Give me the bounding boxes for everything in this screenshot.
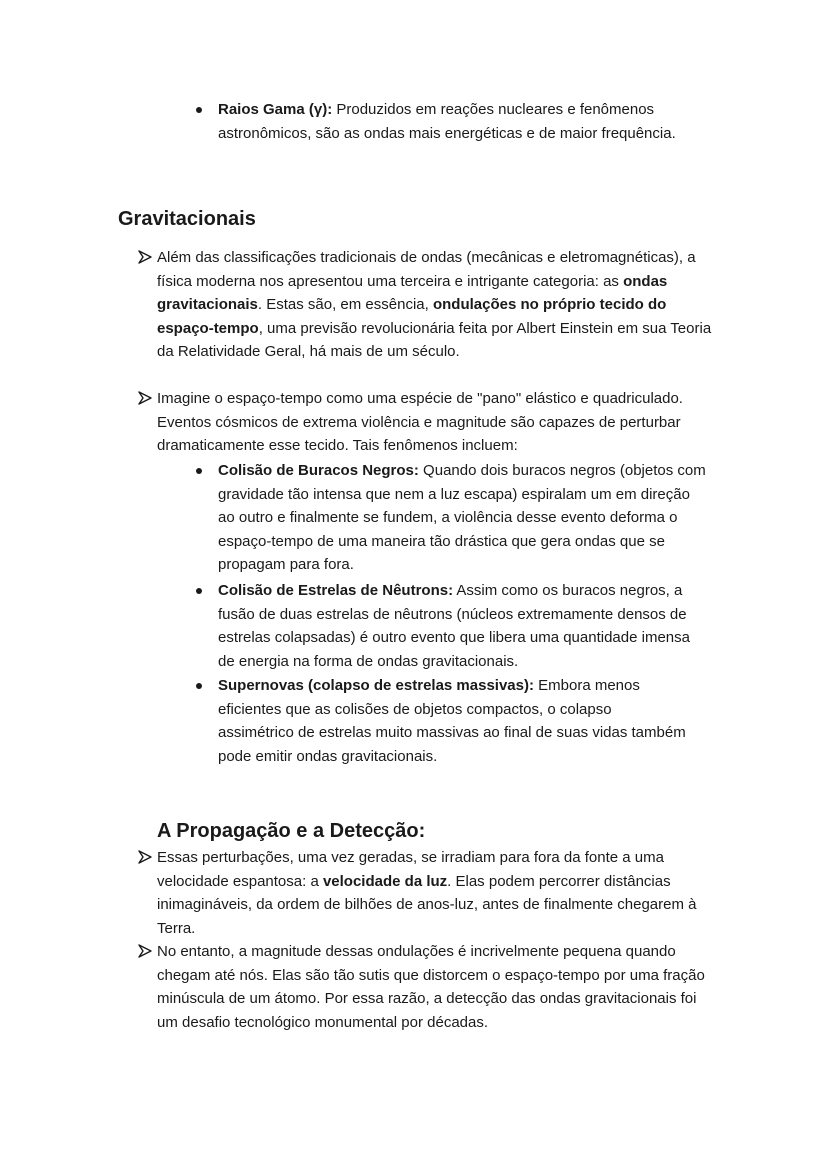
list-item-term: Raios Gama (γ): [218, 101, 333, 118]
text-run: Essas perturbações, uma vez geradas, se irradiam para fora da fonte a uma velocidade espantosa: a [157, 849, 664, 890]
arrow-bullet-icon [138, 850, 152, 864]
text-run: . Elas podem percorrer distâncias inimagináveis, da ordem de bilhões de anos-luz, antes de finalmente chegarem à Terra. [157, 872, 697, 937]
bullet-dot-icon [196, 107, 202, 113]
list-item-gamma [218, 98, 698, 145]
paragraph-prop-2: No entanto, a magnitude dessas ondulações é incrivelmente pequena quando chegam até nós. Elas são tão sutis que distorcem o espaço-tempo por uma fração minúscula de um átomo. Por essa razão, a detecção das ondas gravitacionais foi um desafio tecnológico monumental por décadas. [157, 943, 705, 1031]
paragraph-prop-1 [157, 846, 717, 940]
text-run: Além das classificações tradicionais de ondas (mecânicas e eletromagnéticas), a física moderna nos apresentou uma terceira e intrigante categoria: as [157, 249, 696, 290]
list-item-supernovas [218, 674, 688, 768]
list-item-text: Produzidos em reações nucleares e fenômenos astronômicos, são as ondas mais energéticas e de maior frequência. [218, 101, 676, 142]
paragraph-grav-2: Imagine o espaço-tempo como uma espécie de "pano" elástico e quadriculado. Eventos cósmicos de extrema violência e magnitude são capazes de perturbar dramaticamente esse tecido. Tais fenômenos incluem: [157, 390, 683, 454]
list-item-term: Colisão de Estrelas de Nêutrons: [218, 582, 454, 599]
list-item-text: Quando dois buracos negros (objetos com gravidade tão intensa que nem a luz escapa) espiralam um em direção ao outro e finalmente se fundem, a violência desse evento deforma o espaço-tempo de uma maneira tão drástica que gera ondas que se propagam para fora. [218, 462, 706, 573]
list-item-text: Assim como os buracos negros, a fusão de duas estrelas de nêutrons (núcleos extremamente densos de estrelas colapsadas) é outro evento que libera uma quantidade imensa de energia na forma de ondas gravitacionais. [218, 582, 690, 670]
arrow-bullet-icon [138, 391, 152, 405]
section-heading-gravitacionais: Gravitacionais [118, 208, 256, 230]
list-item-neutron-stars [218, 579, 708, 673]
list-item-text: Embora menos eficientes que as colisões de objetos compactos, o colapso assimétrico de estrelas muito massivas ao final de suas vidas também pode emitir ondas gravitacionais. [218, 677, 686, 765]
text-run: , uma previsão revolucionária feita por Albert Einstein em sua Teoria da Relatividade Geral, há mais de um século. [157, 319, 712, 360]
paragraph-grav-1 [157, 246, 717, 364]
list-item-term: Colisão de Buracos Negros: [218, 462, 419, 479]
bold-run: ondas gravitacionais [157, 272, 668, 313]
list-item-black-holes [218, 459, 708, 577]
section-heading-propagacao: A Propagação e a Detecção: [157, 820, 426, 842]
bullet-dot-icon [196, 588, 202, 594]
list-item-term: Supernovas (colapso de estrelas massivas): [218, 677, 534, 694]
text-run: . Estas são, em essência, [257, 296, 433, 313]
arrow-bullet-icon [138, 250, 152, 264]
bold-run: velocidade da luz [322, 872, 448, 890]
bullet-dot-icon [196, 683, 202, 689]
bold-run: ondulações no próprio tecido do espaço-tempo [157, 296, 667, 337]
arrow-bullet-icon [138, 944, 152, 958]
bullet-dot-icon [196, 468, 202, 474]
